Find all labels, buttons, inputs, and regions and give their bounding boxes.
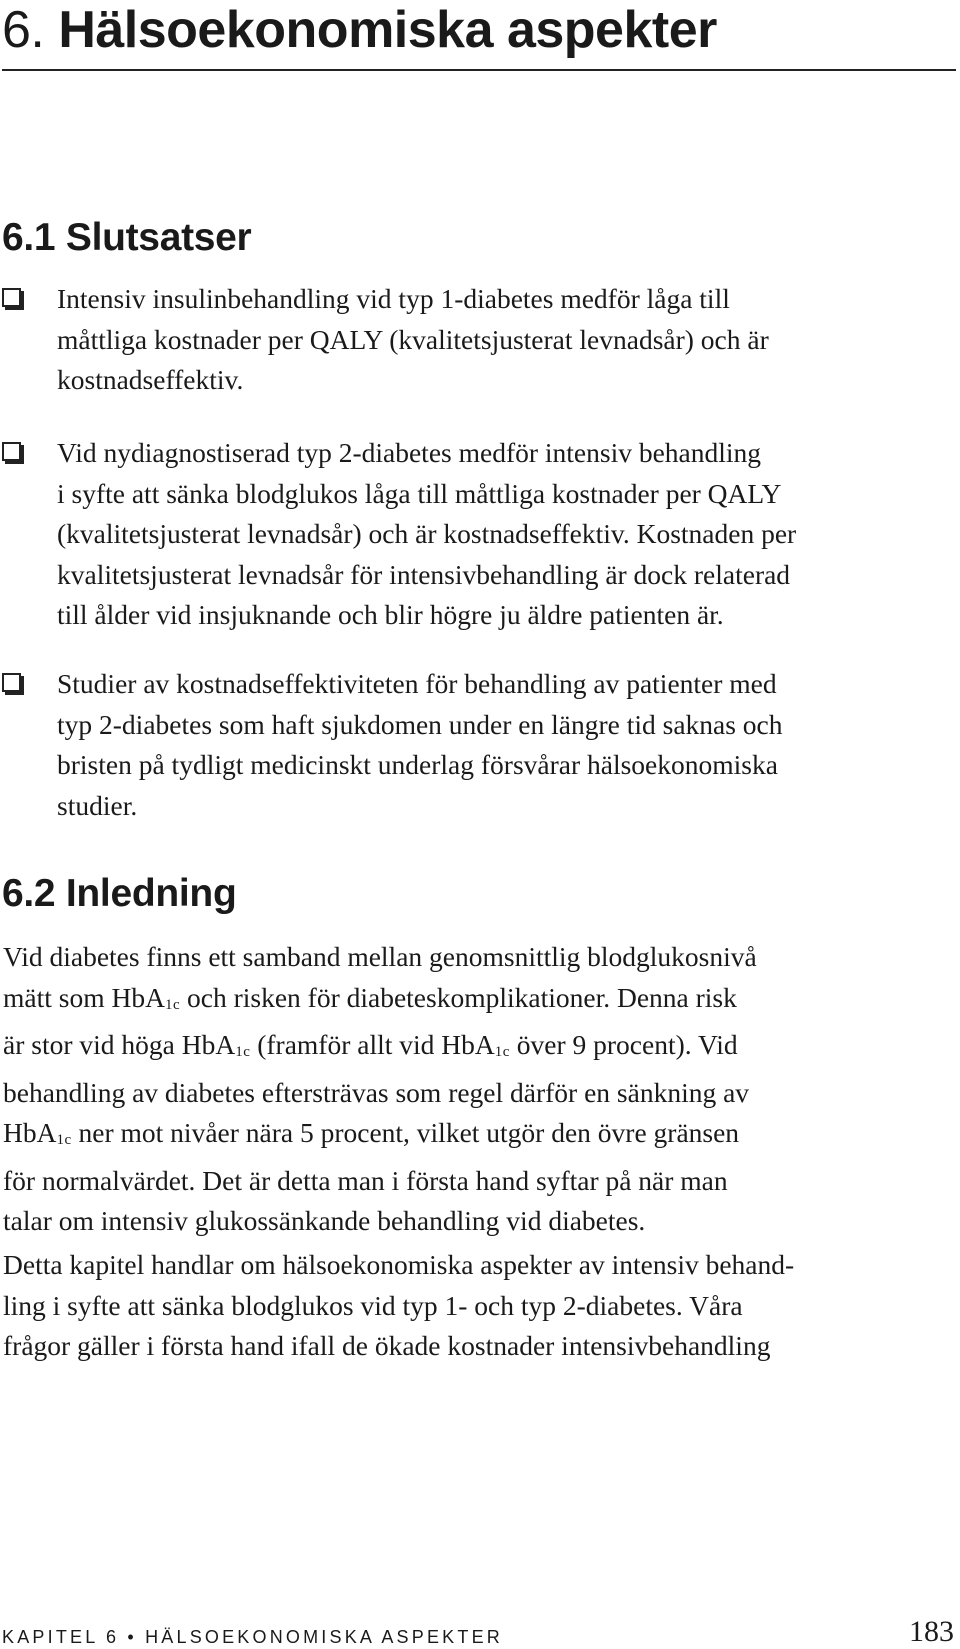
conclusion-bullet-2 (0, 433, 945, 636)
bullet-text: Vid nydiagnostiserad typ 2-diabetes medför intensiv behandling i syfte att sänka blodglukos låga till måttliga kostnader per QALY (kvalitetsjusterat levnadsår) och är kostnadseffektiv. Kostnaden per kvalitetsjusterat levnadsår för intensivbehandling är dock relaterad till ålder vid insjuknande och blir högre ju äldre patienten är. (57, 437, 797, 630)
bullet-text: Intensiv insulinbehandling vid typ 1-diabetes medför låga till måttliga kostnader per QALY (kvalitetsjusterat levnadsår) och är kostnadseffektiv. (57, 283, 769, 395)
intro-paragraph-1: Vid diabetes finns ett samband mellan genomsnittlig blodglukosnivå mätt som HbA1c och risken för diabeteskomplikationer. Denna risk är stor vid höga HbA1c (framför allt vid HbA1c över 9 procent). Vid behandling av diabetes eftersträvas som regel därför en sänkning av HbA1c ner mot nivåer nära 5 procent, vilket utgör den övre gränsen för normalvärdet. Det är detta man i första hand syftar på när man talar om intensiv glukossänkande behandling vid diabetes. (3, 941, 757, 1236)
intro-paragraph-2: Detta kapitel handlar om hälsoekonomiska aspekter av intensiv behand- ling i syfte att sänka blodglukos vid typ 1- och typ 2-diabetes. Våra frågor gäller i första hand ifall de ökade kostnader intensivbehandling (3, 1249, 795, 1361)
page-footer (2, 1615, 954, 1649)
bullet-text: Studier av kostnadseffektiviteten för behandling av patienter med typ 2-diabetes som haft sjukdomen under en längre tid saknas och bristen på tydligt medicinskt underlag försvårar hälsoekonomiska studier. (57, 668, 783, 821)
running-footer-label: KAPITEL 6 • HÄLSOEKONOMISKA ASPEKTER (2, 1627, 503, 1647)
section-heading-slutsatser: 6.1 Slutsatser (2, 216, 252, 259)
conclusion-bullet-3 (0, 664, 945, 826)
page-number: 183 (909, 1615, 954, 1648)
chapter-title-text: Hälsoekonomiska aspekter (58, 1, 717, 59)
conclusion-bullet-1 (0, 279, 945, 401)
checkbox-square-icon (2, 442, 21, 461)
chapter-number: 6. (2, 1, 45, 59)
section-heading-inledning: 6.2 Inledning (2, 872, 237, 915)
checkbox-square-icon (2, 288, 21, 307)
checkbox-square-icon (2, 673, 21, 692)
chapter-title (2, 0, 717, 60)
title-rule (2, 69, 956, 71)
